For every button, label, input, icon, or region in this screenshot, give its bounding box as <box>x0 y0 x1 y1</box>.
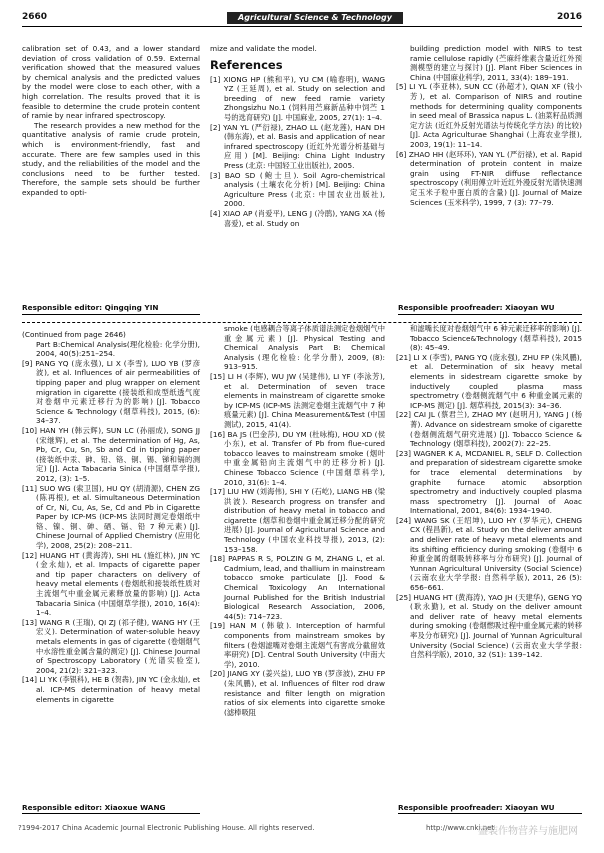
reference-item: [13] WANG R (王瑞), QI ZJ (祁子健), WANG HY (王宏义). Determination of water-soluble heavy metals elements in gas of cigarette (卷烟烟气中水溶性重金属含量的测定) [J]. Chinese Journal of Spectroscopy Laboratory (光谱实验室), 2004, 21(2): 321–323. <box>22 617 200 675</box>
paragraph: The research provides a new method for the quantitative analysis of ramie crude protein, which is environment-friendly, fast and accurate. There are few samples used in this study, and the reliabilities of the model and the conclusions need to be further tested. Therefore, the sample sets should be further expanded to opti- <box>22 120 200 197</box>
responsible-editor: Responsible editor: Qingqing YIN <box>22 303 159 312</box>
reference-item: [9] PANG YQ (庞永强), LI X (李雪), LUO YB (罗彦波), et al. Influences of air permeabilities of tipping paper and plug wrapper on element migration in cigarette (接装纸和成型纸透气度对卷烟中元素迁移行为的影响) [J]. Tobacco Science & Technology (烟草科技), 2015, (6): 34–37. <box>22 358 200 426</box>
paragraph: calibration set of 0.43, and a lower standard deviation of cross validation of 0.59. External verification showed that the measured values by chemical analysis and the predicted values by the model were close to each other, with a high correlation. The results proved that it is feasible to determine the crude protein content of ramie by near infrared spectroscopy. <box>22 44 200 121</box>
reference-item: [22] CAI JL (蔡君兰), ZHAO MY (赵明月), YANG J (杨菁). Advance on sidestream smoke of cigarette (卷烟侧流烟气研究进展) [J]. Tobacco Science & Technology (烟草科技), 2002(7): 22–25. <box>396 410 582 449</box>
section-rule <box>22 314 200 315</box>
references-heading: References <box>210 57 283 72</box>
reference-item: [17] LIU HW (刘海伟), SHI Y (石屹), LIANG HB (梁洪波). Research progress on transfer and distribution of heavy metal in tobacco and cigarette (烟草和卷烟中重金属迁移分配的研究进展) [J]. Journal of Agricultural Science and Technology (中国农业科技导报), 2013, (2): 153–158. <box>210 487 385 554</box>
dashed-divider <box>22 322 582 323</box>
reference-item: [12] HUANG HT (黄海涛), SHI HL (施红林), JIN YC (金永灿), et al. Impacts of cigarette paper and tip paper characters on delivery of heavy metal elements (卷烟纸和接装纸性质对主流烟气中重金属元素释放量的影响) [J]. Acta Tabacaria Sinica (中国烟草学报), 2010, 16(4): 1–4. <box>22 550 200 618</box>
page-header <box>22 12 582 26</box>
journal-name: Agricultural Science & Technology <box>227 12 403 24</box>
top-right-column <box>396 44 582 207</box>
watermark: 盛装作物营养与施肥网 <box>478 826 578 837</box>
reference-item: [2] YAN YL (严衍禄), ZHAO LL (赵龙莲), HAN DH (韩东海), et al. Basis and application of near infrared spectroscopy (近红外光谱分析基础与应用) [M]. Beijing: China Light Industry Press (北京: 中国轻工业出版社), 2005. <box>210 122 385 170</box>
reference-item: [24] WANG SK (王绍坤), LUO HY (罗华元), CHENG CX (程昌新), et al. Study on the deliver amount and deliver rate of heavy metal elements and its shifting efficiency during smoking (卷烟中 6 种重金属的烟吸转移率与分布研究) [J]. Journal of Yunnan Agricultural University (Social Science) (云南农业大学学报: 自然科学版), 2011, 26 (5): 656–661. <box>396 515 582 593</box>
reference-item: [10] HAN YH (韩云辉), SUN LC (孙丽成), SONG JJ (宋继辉), et al. The determination of Hg, As, Pb, Cr, Cu, Sn, Sb and Cd in tipping paper (接装纸中汞、砷、铅、铬、铜、锡、锑和镉的测定) [J]. Acta Tabacaria Sinica (中国烟草学报), 2012, (3): 1–5. <box>22 425 200 483</box>
bottom-middle-column <box>210 324 385 717</box>
reference-item: Part B:Chemical Analysis(理化检验: 化学分册), 2004, 40(5):251–254. <box>36 339 200 359</box>
bottom-left-column <box>22 330 200 704</box>
section-rule <box>22 813 200 814</box>
reference-item: [18] PAPPAS R S, POLZIN G M, ZHANG L, et al. Cadmium, lead, and thallium in mainstream tobacco smoke particulate [J]. Food & Chemical Toxicology An International Journal Published for the British Industrial Biological Research Association, 2006, 44(5): 714–723. <box>210 554 385 621</box>
reference-item: [20] JIANG XY (姜兴益), LUO YB (罗彦波), ZHU FP (朱风鹏), et al. Influences of filter rod draw resistance and filter length on migration ratios of six elements into cigarette smoke (滤棒吸阻 <box>210 669 385 717</box>
copyright-footer: ?1994-2017 China Academic Journal Electronic Publishing House. All rights reserved. <box>18 824 315 832</box>
page-number: 2660 <box>22 12 48 22</box>
top-middle-column <box>210 44 385 228</box>
reference-item: [21] LI X (李雪), PANG YQ (庞永强), ZHU FP (朱风鹏), et al. Determination of six heavy metal elements in sidestream cigarette smoke by inductively coupled plasma mass spectrometry (卷烟侧流烟气中 6 种重金属元素的 ICP-MS 测定) [J]. 烟草科技, 2015(3): 34–36. <box>396 352 582 410</box>
responsible-proofreader: Responsible proofreader: Xiaoyan WU <box>398 303 555 312</box>
footer-url[interactable]: http://www.cnki.net <box>426 824 495 832</box>
reference-item: [3] BAO SD (鲍士旦). Soil Agro-chemistrical analysis (土壤农化分析) [M]. Beijing: China Agriculture Press (北京: 中国农业出版社), 2000. <box>210 170 385 209</box>
bottom-right-column <box>396 324 582 660</box>
reference-item: [19] HAN M (韩敏). Interception of harmful components from mainstream smokes by filters (卷烟滤嘴对卷烟主流烟气有害成分截留效率研究) [D]. Central South University (中南大学), 2010. <box>210 621 385 669</box>
responsible-editor: Responsible editor: Xiaoxue WANG <box>22 803 166 812</box>
reference-item: [11] SUO WG (索卫国), HU QY (胡清源), CHEN ZG (陈再根), et al. Simultaneous Determination of Cr, Ni, Cu, As, Se, Cd and Pb in Cigarette Paper by ICP-MS (ICP-MS 法同时测定卷烟纸中铬、镍、铜、砷、硒、镉、铅 7 种元素) [J]. Chinese Journal of Applied Chemistry (应用化学), 2008, 25(2): 208–211. <box>22 483 200 551</box>
responsible-proofreader: Responsible proofreader: Xiaoyan WU <box>398 803 555 812</box>
reference-item: [25] HUANG HT (黄海涛), YAO JH (天建华), GENG YQ (耿永勤), et al. Study on the deliver amount and deliver rate of heavy metal elements during smoking (卷烟燃吸过程中重金属元素的转移率及分布研究) [J]. Journal of Yunnan Agricultural University (Social Science) (云南农业大学学报: 自然科学版), 2010, 32 (S1): 139–142. <box>396 592 582 660</box>
issue-year: 2016 <box>556 12 582 22</box>
continued-note: (Continued from page 2646) <box>22 330 126 339</box>
reference-item: [1] XIONG HP (熊和平), YU CM (喻春明), WANG YZ (王延周), et al. Study on selection and breeding of new feed ramie variety Zhongsizhu No.1 (饲料用苎麻新品种中饲苎 1 号的选育研究) [J]. 中国麻业, 2005, 27(1): 1–4. <box>210 74 385 122</box>
section-rule <box>398 314 582 315</box>
reference-item: [16] BA JS (巴金莎), DU YM (杜咏梅), HOU XD (侯小东), et al. Transfer of Pb from flue-cured tobacco leaves to mainstream smoke (烟叶中重金属铅向主流烟气中的迁移分析) [J]. Chinese Tobacco Science (中国烟草科学), 2010, 31(6): 1–4. <box>210 429 385 487</box>
reference-item: [15] LI H (李辉), WU JW (吴建伟), LI YF (李泳芳), et al. Determination of seven trace elements in mainstream of cigarette smoke by ICP-MS (ICP-MS 法测定卷烟主流烟气中 7 种痕量元素) [J]. China Measurement&Test (中国测试), 2015, 41(4). <box>210 371 385 429</box>
reference-item: [5] LI YL (李亚林), SUN CC (孙超才), QIAN XF (钱小芳), et al. Comparison of NIRS and routine methods for determining quality components in seed meal of Brassica napus L. (油菜籽品质测定方法 (近红外反射光谱法与传统化学方法) 的比较) [J]. Acta Agriculturae Shanghai (上海农业学报), 2003, 19(1): 11–14. <box>396 82 582 149</box>
reference-item: building prediction model with NIRS to test ramie cellulose rapidly (苎麻纤维素含量近红外预测模型的建立与探讨) [J]. Plant Fiber Sciences in China (中国麻业科学), 2011, 33(4): 189–191. <box>410 44 582 82</box>
reference-item: [14] LI YK (李银科), HE B (贺犇), JIN YC (金永灿), et al. ICP-MS determination of heavy metal elements in cigarette <box>22 675 200 704</box>
reference-item: [23] WAGNER K A, MCDANIEL R, SELF D. Collection and preparation of sidestream cigarette smoke for trace elemental determinations by graphite furnace atomic absorption spectrometry and inductively coupled plasma mass spectrometry [J]. Journal of Aoac International, 2001, 84(6): 1934–1940. <box>396 448 582 516</box>
reference-item: smoke (电感耦合等离子体质谱法测定卷烟烟气中重金属元素) [J]. Physical Testing and Chemical Analysis Part B: Chemical Analysis (理化检验: 化学分册), 2009, (8): 913–915. <box>224 324 385 372</box>
reference-item: 和滤嘴长度对卷烟烟气中 6 种元素迁移率的影响) [J]. Tobacco Science&Technology (烟草科技), 2015 (8): 45–49. <box>410 324 582 353</box>
header-rule <box>22 26 582 27</box>
section-rule <box>398 813 582 814</box>
reference-item: [6] ZHAO HH (赵环环), YAN YL (严衍禄), et al. Rapid determination of protein content in maize grain using FT-NIR diffuse reflectance spectroscopy (利用傅立叶近红外漫反射光谱快速测定玉米子粒中蛋白质的含量) [J]. Journal of Maize Sciences (玉米科学), 1999, 7 (3): 77–79. <box>396 149 582 207</box>
top-left-column <box>22 44 200 198</box>
reference-item: [4] XIAO AP (肖爱平), LENG J (冷鹃), YANG XA (杨喜爱), et al. Study on <box>210 208 385 228</box>
paragraph: mize and validate the model. <box>210 44 317 53</box>
